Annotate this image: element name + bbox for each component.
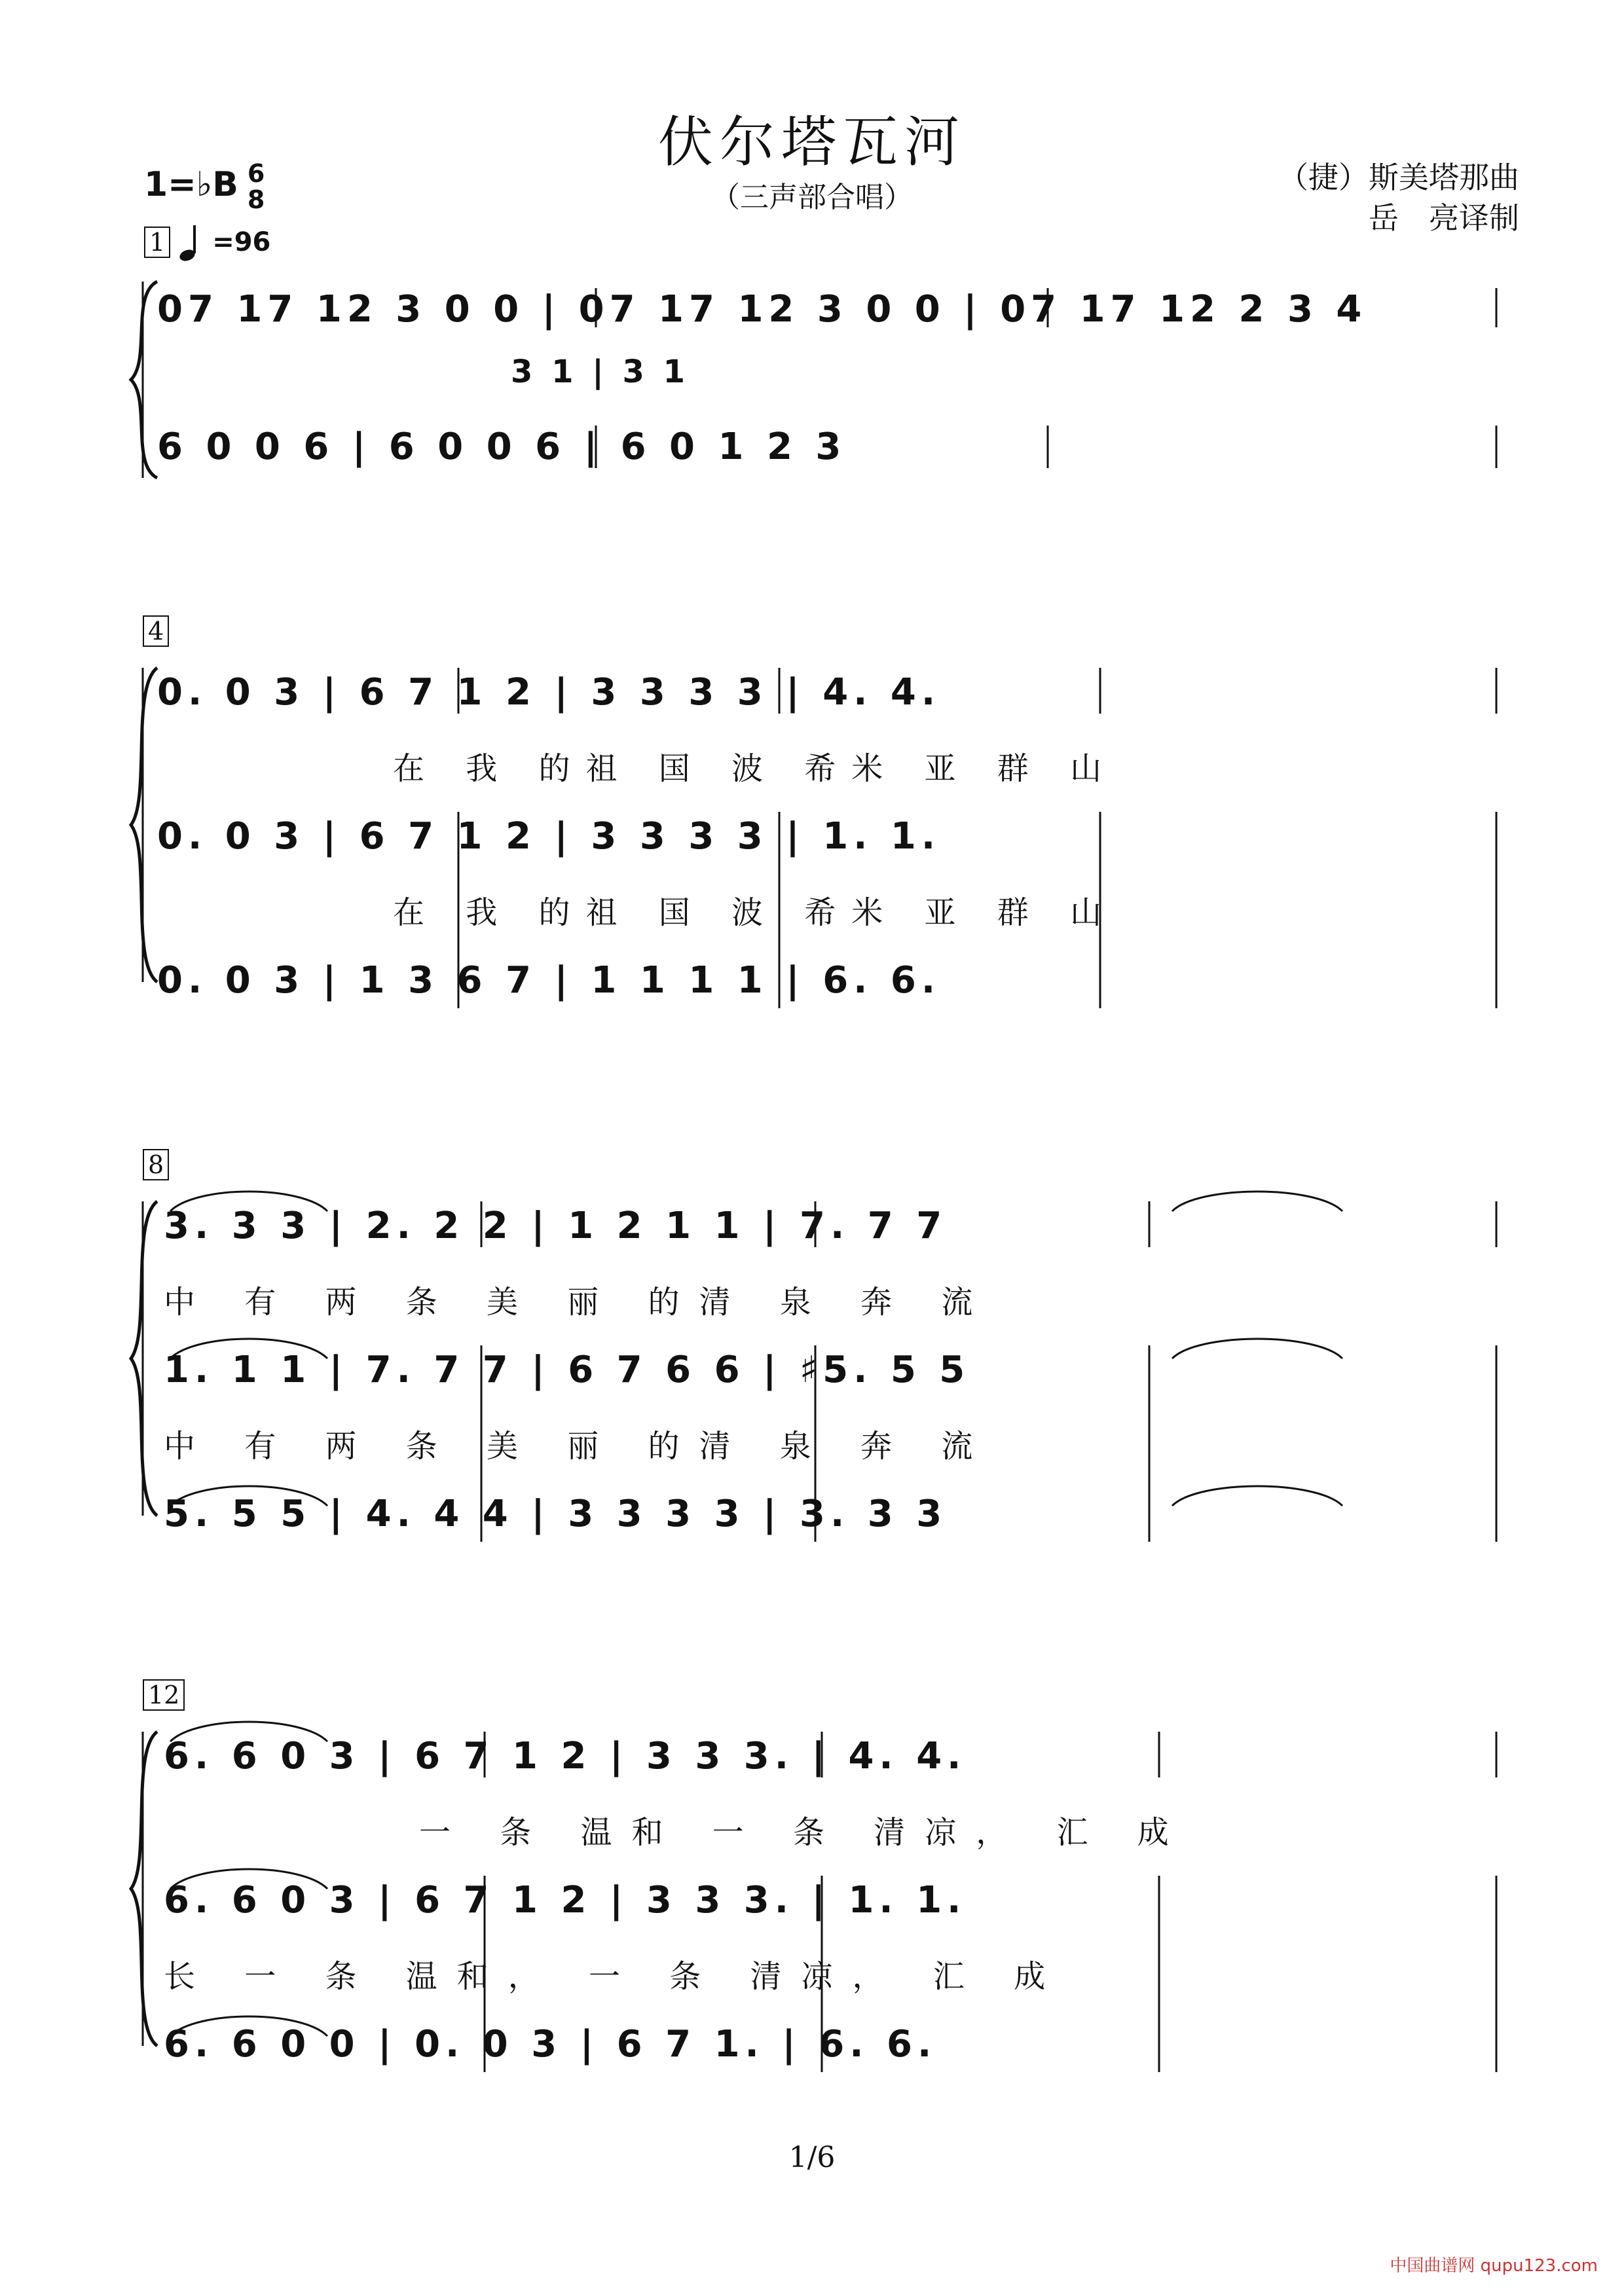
score-system-2: [0, 615, 1624, 1021]
staff-notes: 3. 3 3 | 2. 2 2 | 1 2 1 1 | 7. 7 7: [164, 1205, 948, 1247]
staff-notes: 0. 0 3 | 1 3 6 7 | 1 1 1 1 | 6. 6.: [157, 959, 941, 1002]
composer-credit: （捷）斯美塔那曲: [1278, 160, 1519, 195]
time-denominator: 8: [247, 185, 265, 214]
staff-notes: 6. 6 0 0 | 0. 0 3 | 6 7 1. | 6. 6.: [164, 2023, 937, 2066]
staff-notes: 1. 1 1 | 7. 7 7 | 6 7 6 6 | ♯5. 5 5: [164, 1349, 970, 1391]
key-signature: 1=♭B: [144, 165, 238, 204]
measure-number: 4: [143, 615, 169, 647]
staff-lyrics: 在 我 的祖 国 波 希米 亚 群 山: [393, 894, 1118, 931]
subtitle: （三声部合唱）: [711, 181, 913, 214]
key-time-signature: [144, 160, 265, 213]
staff-notes: 0. 0 3 | 6 7 1 2 | 3 3 3 3 | 1. 1.: [157, 815, 941, 858]
staff-notes: 6. 6 0 3 | 6 7 1 2 | 3 3 3. | 4. 4.: [164, 1735, 967, 1777]
staff-notes: 0. 0 3 | 6 7 1 2 | 3 3 3 3 | 4. 4.: [157, 671, 941, 714]
arranger-credit: 岳 亮译制: [1369, 200, 1519, 236]
staff-lyrics: 长 一 条 温和， 一 条 清凉， 汇 成: [164, 1958, 1065, 1995]
measure-number: 12: [143, 1679, 185, 1711]
staff-notes: 5. 5 5 | 4. 4 4 | 3 3 3 3 | 3. 3 3: [164, 1493, 948, 1535]
staff-notes: 6. 6 0 3 | 6 7 1 2 | 3 3 3. | 1. 1.: [164, 1879, 967, 1922]
staff-lyrics: 中 有 两 条 美 丽 的清 泉 奔 流: [164, 1284, 993, 1321]
page-title: 伏尔塔瓦河: [657, 110, 966, 174]
staff-lyrics: 中 有 两 条 美 丽 的清 泉 奔 流: [164, 1428, 993, 1465]
measure-number: 8: [143, 1149, 169, 1180]
score-system-1: [0, 249, 1624, 484]
staff-notes: 6 0 0 6 | 6 0 0 6 | 6 0 1 2 3: [157, 426, 847, 468]
tempo-value: =96: [212, 227, 271, 257]
score-system-4: [0, 1679, 1624, 2085]
time-signature: [248, 160, 265, 213]
staff-lyrics: 在 我 的祖 国 波 希米 亚 群 山: [393, 750, 1118, 787]
watermark: 中国曲谱网 qupu123.com: [1390, 2256, 1598, 2276]
measure-number: 1: [144, 227, 170, 258]
staff-notes: 07 17 12 3 0 0 | 07 17 12 3 0 0 | 07 17 12 2 3 4: [157, 288, 1367, 331]
page-number: 1/6: [788, 2141, 836, 2174]
credits: [1278, 157, 1519, 238]
staff-notes: 3 1 | 3 1: [511, 354, 689, 390]
time-numerator: 6: [247, 159, 265, 188]
staff-lyrics: 一 条 温和 一 条 清凉， 汇 成: [419, 1814, 1189, 1851]
score-system-3: [0, 1149, 1624, 1555]
